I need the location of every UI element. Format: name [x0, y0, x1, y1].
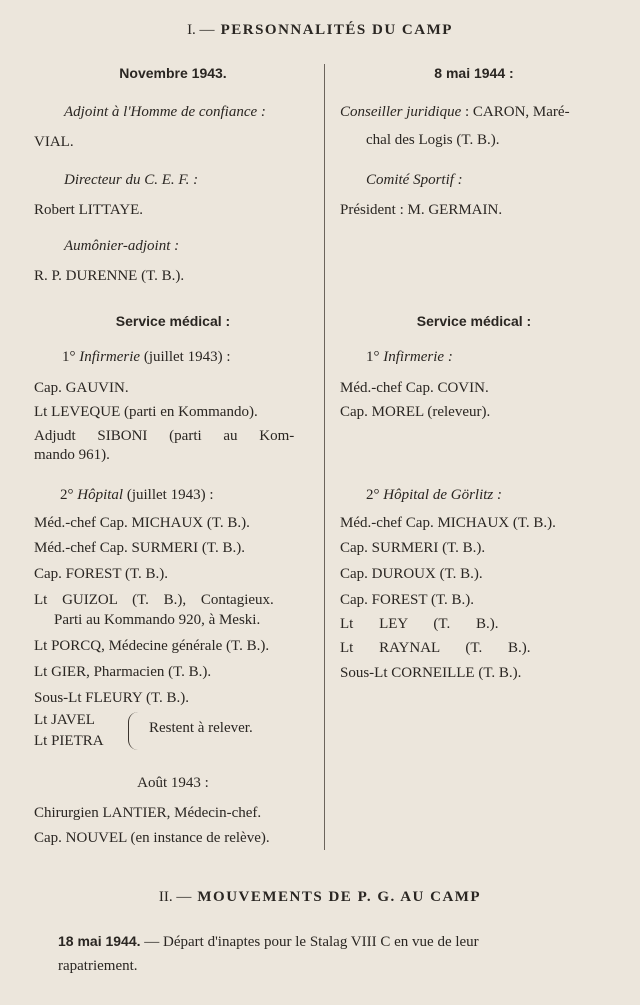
- relief-bracket-group: [34, 710, 253, 752]
- right-infirmerie-label: Infirmerie :: [383, 349, 453, 365]
- section-2-number: II. —: [158, 889, 192, 905]
- list-item: Cap. MOREL (releveur).: [340, 404, 491, 420]
- list-item: Sous-Lt FLEURY (T. B.).: [34, 690, 190, 706]
- list-item: Lt PORCQ, Médecine générale (T. B.).: [34, 638, 270, 654]
- column-divider: [324, 64, 325, 850]
- list-item: Lt LEVEQUE (parti en Kommando).: [34, 404, 258, 420]
- right-medical-title: Service médical :: [416, 313, 532, 329]
- conseiller-label: Conseiller juridique: [340, 104, 462, 120]
- left-infirmerie-date: (juillet 1943) :: [143, 349, 231, 365]
- right-hopital-num: 2°: [366, 487, 380, 503]
- section-2-title: MOUVEMENTS DE P. G. AU CAMP: [197, 889, 482, 905]
- left-hopital-label: Hôpital: [77, 487, 124, 503]
- left-infirmerie-label: Infirmerie: [79, 349, 141, 365]
- bracket-text: Restent à relever.: [149, 720, 253, 736]
- list-item: Cap. DUROUX (T. B.).: [340, 566, 483, 582]
- left-hopital-date: (juillet 1943) :: [126, 487, 214, 503]
- list-item: Lt GIER, Pharmacien (T. B.).: [34, 664, 212, 680]
- list-item: Lt PIETRA: [34, 733, 104, 749]
- section-2-text-line-2: rapatriement.: [58, 958, 138, 974]
- directeur-name: Robert LITTAYE.: [34, 202, 144, 218]
- section-2-heading: [0, 889, 640, 906]
- right-date: 8 mai 1944 :: [434, 65, 514, 81]
- section-2-text-line-1: — Départ d'inaptes pour le Stalag VIII C en vue de leur: [144, 934, 479, 950]
- conseiller-line2: chal des Logis (T. B.).: [366, 132, 500, 148]
- list-item: Méd.-chef Cap. MICHAUX (T. B.).: [34, 515, 250, 531]
- aumonier-name: R. P. DURENNE (T. B.).: [34, 268, 185, 284]
- left-infirmerie-heading: [62, 348, 230, 367]
- directeur-label: Directeur du C. E. F. :: [64, 172, 199, 188]
- left-hopital-heading: [60, 486, 214, 505]
- list-item: Méd.-chef Cap. MICHAUX (T. B.).: [340, 515, 556, 531]
- list-item: Cap. FOREST (T. B.).: [34, 566, 169, 582]
- section-1-title: PERSONNALITÉS DU CAMP: [220, 22, 453, 38]
- left-hopital-num: 2°: [60, 487, 74, 503]
- section-1-number: I. —: [187, 22, 215, 38]
- brace-icon: [128, 712, 139, 750]
- right-infirmerie-num: 1°: [366, 349, 380, 365]
- list-item: Méd.-chef Cap. SURMERI (T. B.).: [34, 540, 245, 556]
- list-item: Cap. GAUVIN.: [34, 380, 129, 396]
- list-item-text: Adjudt SIBONI (parti au Kom-: [34, 428, 295, 444]
- bracket-names: [34, 710, 104, 752]
- list-item: Parti au Kommando 920, à Meski.: [54, 612, 261, 628]
- list-item: Lt JAVEL: [34, 712, 95, 728]
- adjoint-label: Adjoint à l'Homme de confiance :: [64, 104, 266, 120]
- conseiller-line: [340, 103, 570, 122]
- list-item: Méd.-chef Cap. COVIN.: [340, 380, 489, 396]
- list-item: Lt LEY (T. B.).: [340, 616, 499, 632]
- section-1-heading: [0, 22, 640, 39]
- section-2-date: 18 mai 1944.: [58, 933, 141, 949]
- right-infirmerie-heading: [366, 348, 453, 367]
- aout-date: Août 1943 :: [137, 775, 209, 791]
- left-medical-title: Service médical :: [115, 313, 231, 329]
- paragraph-line-1: [58, 929, 614, 954]
- right-hopital-label: Hôpital de Görlitz :: [383, 487, 502, 503]
- section-2-paragraph: [58, 929, 614, 978]
- list-item: Lt RAYNAL (T. B.).: [340, 640, 531, 656]
- left-date: Novembre 1943.: [119, 65, 227, 81]
- aumonier-label: Aumônier-adjoint :: [64, 238, 180, 254]
- list-item: Cap. SURMERI (T. B.).: [340, 540, 486, 556]
- comite-name: Président : M. GERMAIN.: [340, 202, 503, 218]
- comite-label: Comité Sportif :: [366, 172, 463, 188]
- list-item: Cap. FOREST (T. B.).: [340, 592, 475, 608]
- list-item: Sous-Lt CORNEILLE (T. B.).: [340, 665, 522, 681]
- paragraph-first-line: [58, 929, 479, 954]
- list-item: mando 961).: [34, 447, 110, 463]
- conseiller-rest: : CARON, Maré-: [465, 104, 570, 120]
- right-hopital-heading: [366, 486, 502, 505]
- list-item: Lt GUIZOL (T. B.), Contagieux.: [34, 592, 274, 608]
- list-item: [34, 427, 312, 446]
- adjoint-name: VIAL.: [34, 134, 74, 150]
- left-infirmerie-num: 1°: [62, 349, 76, 365]
- list-item: Chirurgien LANTIER, Médecin-chef.: [34, 805, 262, 821]
- list-item: Cap. NOUVEL (en instance de relève).: [34, 830, 270, 846]
